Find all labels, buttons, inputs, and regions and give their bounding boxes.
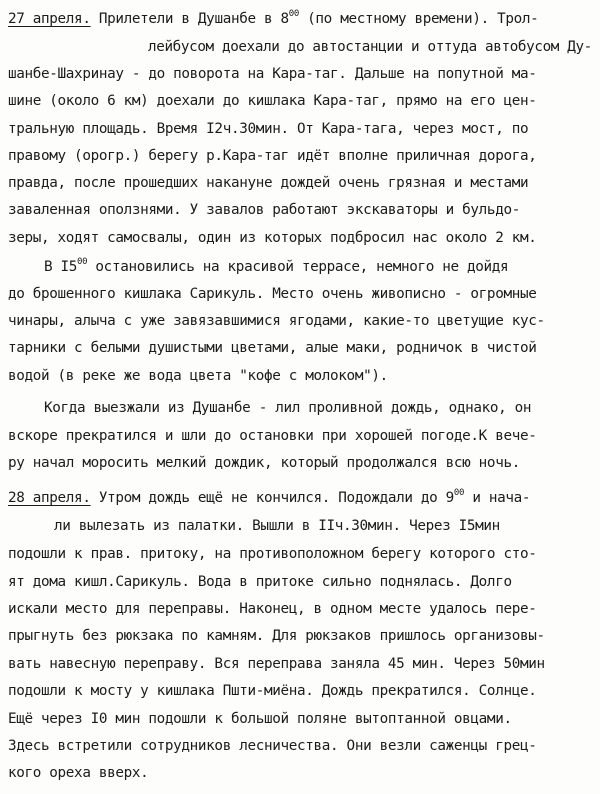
text-line: Когда выезжали из Душанбе - лил проливной дождь, однако, он <box>44 400 532 416</box>
text-line: заваленная оползнями. У завалов работают экскаваторы и бульдо- <box>8 202 520 218</box>
entry-date: 27 апреля. <box>8 11 91 27</box>
text-line: до брошенного кишлака Сарикуль. Место очень живописно - огромные <box>8 286 537 302</box>
text-line: шине (около 6 км) доехали до кишлака Кара-таг, прямо на его цен- <box>8 93 537 109</box>
text-line: зеры, ходят самосвалы, один из которых подбросил нас около 2 км. <box>8 230 537 246</box>
text-line: тральную площадь. Время I2ч.30мин. От Кара-тага, через мост, по <box>8 121 529 137</box>
text-line: лейбусом доехали до автостанции и оттуда автобусом Ду- <box>148 39 592 55</box>
entry-date: 28 апреля. <box>8 490 91 506</box>
text-line: 27 апреля. Прилетели в Душанбе в $8^{00}$ (по местному времени). Трол- <box>8 9 539 27</box>
text-line: подошли к прав. притоку, на противоположном берегу которого сто- <box>8 546 537 562</box>
text-line: ру начал моросить мелкий дождик, который продолжался всю ночь. <box>8 455 520 471</box>
text-line: ят дома кишл.Сарикуль. Вода в притоке сильно поднялась. Долго <box>8 574 512 590</box>
text-line: тарники с белыми душистыми цветами, алые маки, родничок в чистой <box>8 340 537 356</box>
text-line: правому (орогр.) берегу р.Кара-таг идёт вполне приличная дорога, <box>8 148 537 164</box>
text-line: 28 апреля. Утром дождь ещё не кончился. Подождали до $9^{00}$ и нача- <box>8 488 531 506</box>
text-line: шанбе-Шахринау - до поворота на Кара-таг. Дальше на попутной ма- <box>8 66 537 82</box>
text-line: ли вылезать из палатки. Вышли в IIч.30мин. Через I5мин <box>54 518 500 534</box>
text-line: Здесь встретили сотрудников лесничества. Они везли саженцы грец- <box>8 738 537 754</box>
text-line: правда, после прошедших накануне дождей очень грязная и местами <box>8 175 529 191</box>
text-line: прыгнуть без рюкзака по камням. Для рюкзаков пришлось организовы- <box>8 628 545 644</box>
text-line: В $I5^{00}$ остановились на красивой террасе, немного не дойдя <box>44 257 509 275</box>
text-line: вать навесную переправу. Вся переправа заняла 45 мин. Через 50мин <box>8 656 545 672</box>
text-line: кого ореха вверх. <box>8 765 149 781</box>
text-line: Ещё через I0 мин подошли к большой поляне вытоптанной овцами. <box>8 711 512 727</box>
text-line: вскоре прекратился и шли до остановки при хорошей погоде.К вече- <box>8 428 537 444</box>
text-line: водой (в реке же вода цвета "кофе с молоком"). <box>8 368 388 384</box>
text-line: чинары, алыча с уже завязавшимися ягодами, какие-то цветущие кус- <box>8 313 545 329</box>
text-line: искали место для переправы. Наконец, в одном месте удалось пере- <box>8 601 537 617</box>
text-line: подошли к мосту у кишлака Пшти-миёна. Дождь прекратился. Солнце. <box>8 683 537 699</box>
